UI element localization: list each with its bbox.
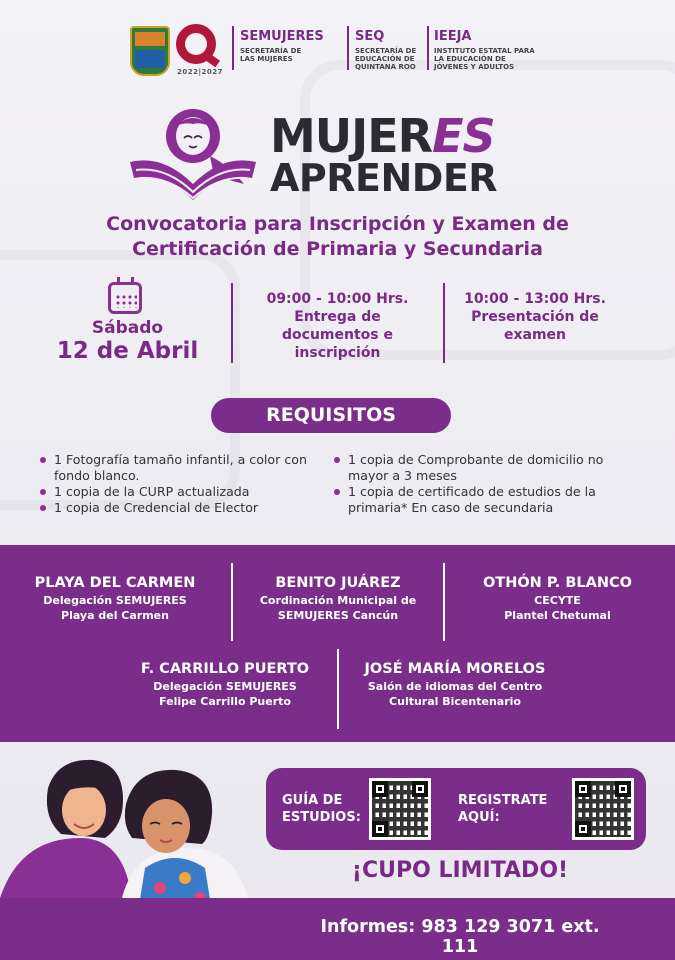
- slot-time: 09:00 - 10:00 Hrs.: [266, 291, 409, 307]
- government-q-logo-tail: [204, 53, 220, 68]
- register-label-l2: AQUÍ:: [458, 810, 500, 825]
- requirement-item: 1 copia de Credencial de Elector: [40, 500, 308, 516]
- guide-label-l2: ESTUDIOS:: [282, 810, 361, 825]
- slot-desc: inscripción: [294, 345, 381, 361]
- org-sub: SECRETARÍA DE EDUCACIÓN DE QUINTANA ROO: [355, 47, 417, 71]
- location-title: F. CARRILLO PUERTO: [140, 661, 310, 677]
- schedule-slot-2: [450, 290, 620, 344]
- requirements-left-list: [40, 452, 308, 516]
- location-line: Delegación SEMUJERES: [153, 680, 297, 693]
- org-name: SEMUJERES: [240, 29, 324, 44]
- location-line: Salón de idiomas del Centro: [367, 680, 543, 693]
- slot-desc: Entrega de: [294, 309, 381, 325]
- location-line: Felipe Carrillo Puerto: [159, 695, 291, 708]
- requirement-item: 1 Fotografía tamaño infantil, a color con fondo blanco.: [40, 452, 308, 484]
- location-divider: [231, 563, 233, 641]
- schedule-divider: [231, 283, 233, 363]
- location-title: PLAYA DEL CARMEN: [34, 575, 196, 591]
- requirements-right-list: [334, 452, 624, 516]
- event-day: Sábado: [91, 318, 164, 338]
- location-line: Cultural Bicentenario: [389, 695, 521, 708]
- slot-desc: Presentación de: [471, 309, 599, 325]
- contact-phone: Informes: 983 129 3071 ext. 111: [320, 917, 600, 957]
- limited-spots-text: ¡CUPO LIMITADO!: [351, 858, 569, 883]
- convocatoria-subtitle: [40, 212, 635, 262]
- state-shield-icon: [130, 26, 170, 76]
- subtitle-line1: Convocatoria para Inscripción y Examen de: [106, 213, 569, 235]
- requirement-item: 1 copia de Comprobante de domicilio no mayor a 3 meses: [334, 452, 624, 484]
- calendar-icon: [108, 282, 142, 314]
- location-line: Plantel Chetumal: [504, 609, 611, 622]
- slot-desc: examen: [503, 327, 567, 343]
- slot-desc: documentos e: [282, 327, 393, 343]
- guide-qr-code[interactable]: [369, 778, 431, 840]
- schedule-slot-1: [250, 290, 425, 362]
- brand-title-line2: APRENDER: [270, 156, 498, 200]
- guide-label-l1: GUÍA DE: [282, 793, 343, 808]
- location-playa-del-carmen: [10, 573, 220, 623]
- location-divider: [337, 649, 339, 729]
- location-line: Playa del Carmen: [61, 609, 169, 622]
- location-carrillo-puerto: [120, 659, 330, 709]
- location-benito-juarez: [238, 573, 438, 623]
- brand-mujer: MUJER: [270, 109, 433, 163]
- schedule-divider: [443, 283, 445, 363]
- subtitle-line2: Certificación de Primaria y Secundaria: [132, 238, 543, 260]
- mujeres-aprender-logo: [126, 104, 260, 210]
- location-line: Cordinación Municipal de: [259, 594, 417, 607]
- location-line: CECYTE: [534, 594, 581, 607]
- requirement-item: 1 copia de certificado de estudios de la primaria* En caso de secundaria: [334, 484, 624, 516]
- location-title: BENITO JUÁREZ: [275, 575, 401, 591]
- requirement-item: 1 copia de la CURP actualizada: [40, 484, 308, 500]
- header-divider: [347, 26, 349, 70]
- locations-band: [0, 545, 675, 742]
- org-name: IEEJA: [434, 29, 472, 44]
- location-othon-p-blanco: [450, 573, 665, 623]
- org-seq: [355, 30, 425, 71]
- event-date: 12 de Abril: [56, 338, 199, 364]
- header-logos: [0, 0, 675, 100]
- header-divider: [232, 26, 234, 70]
- header-divider: [427, 26, 429, 70]
- qr-panel: [266, 768, 646, 850]
- location-title: JOSÉ MARÍA MORELOS: [364, 661, 546, 677]
- org-sub: INSTITUTO ESTATAL PARA LA EDUCACIÓN DE JÓVENES Y ADULTOS: [434, 47, 535, 71]
- register-label-l1: REGISTRATE: [458, 793, 548, 808]
- location-line: SEMUJERES Cancún: [277, 609, 399, 622]
- guide-label: [282, 792, 362, 826]
- org-ieeja: [434, 30, 544, 71]
- org-name: SEQ: [355, 29, 385, 44]
- location-line: Delegación SEMUJERES: [43, 594, 187, 607]
- org-sub: SECRETARÍA DE LAS MUJERES: [240, 47, 302, 63]
- org-semujeres: [240, 30, 345, 63]
- location-divider: [443, 563, 445, 641]
- government-years: 2022|2027: [176, 68, 224, 76]
- location-title: OTHÓN P. BLANCO: [482, 575, 632, 591]
- brand-title-line1: [270, 109, 495, 163]
- requirements-title: REQUISITOS: [211, 398, 451, 433]
- register-qr-code[interactable]: [572, 778, 634, 840]
- register-label: [458, 792, 558, 826]
- location-jose-maria-morelos: [345, 659, 565, 709]
- brand-es: ES: [432, 109, 495, 163]
- slot-time: 10:00 - 13:00 Hrs.: [464, 291, 606, 307]
